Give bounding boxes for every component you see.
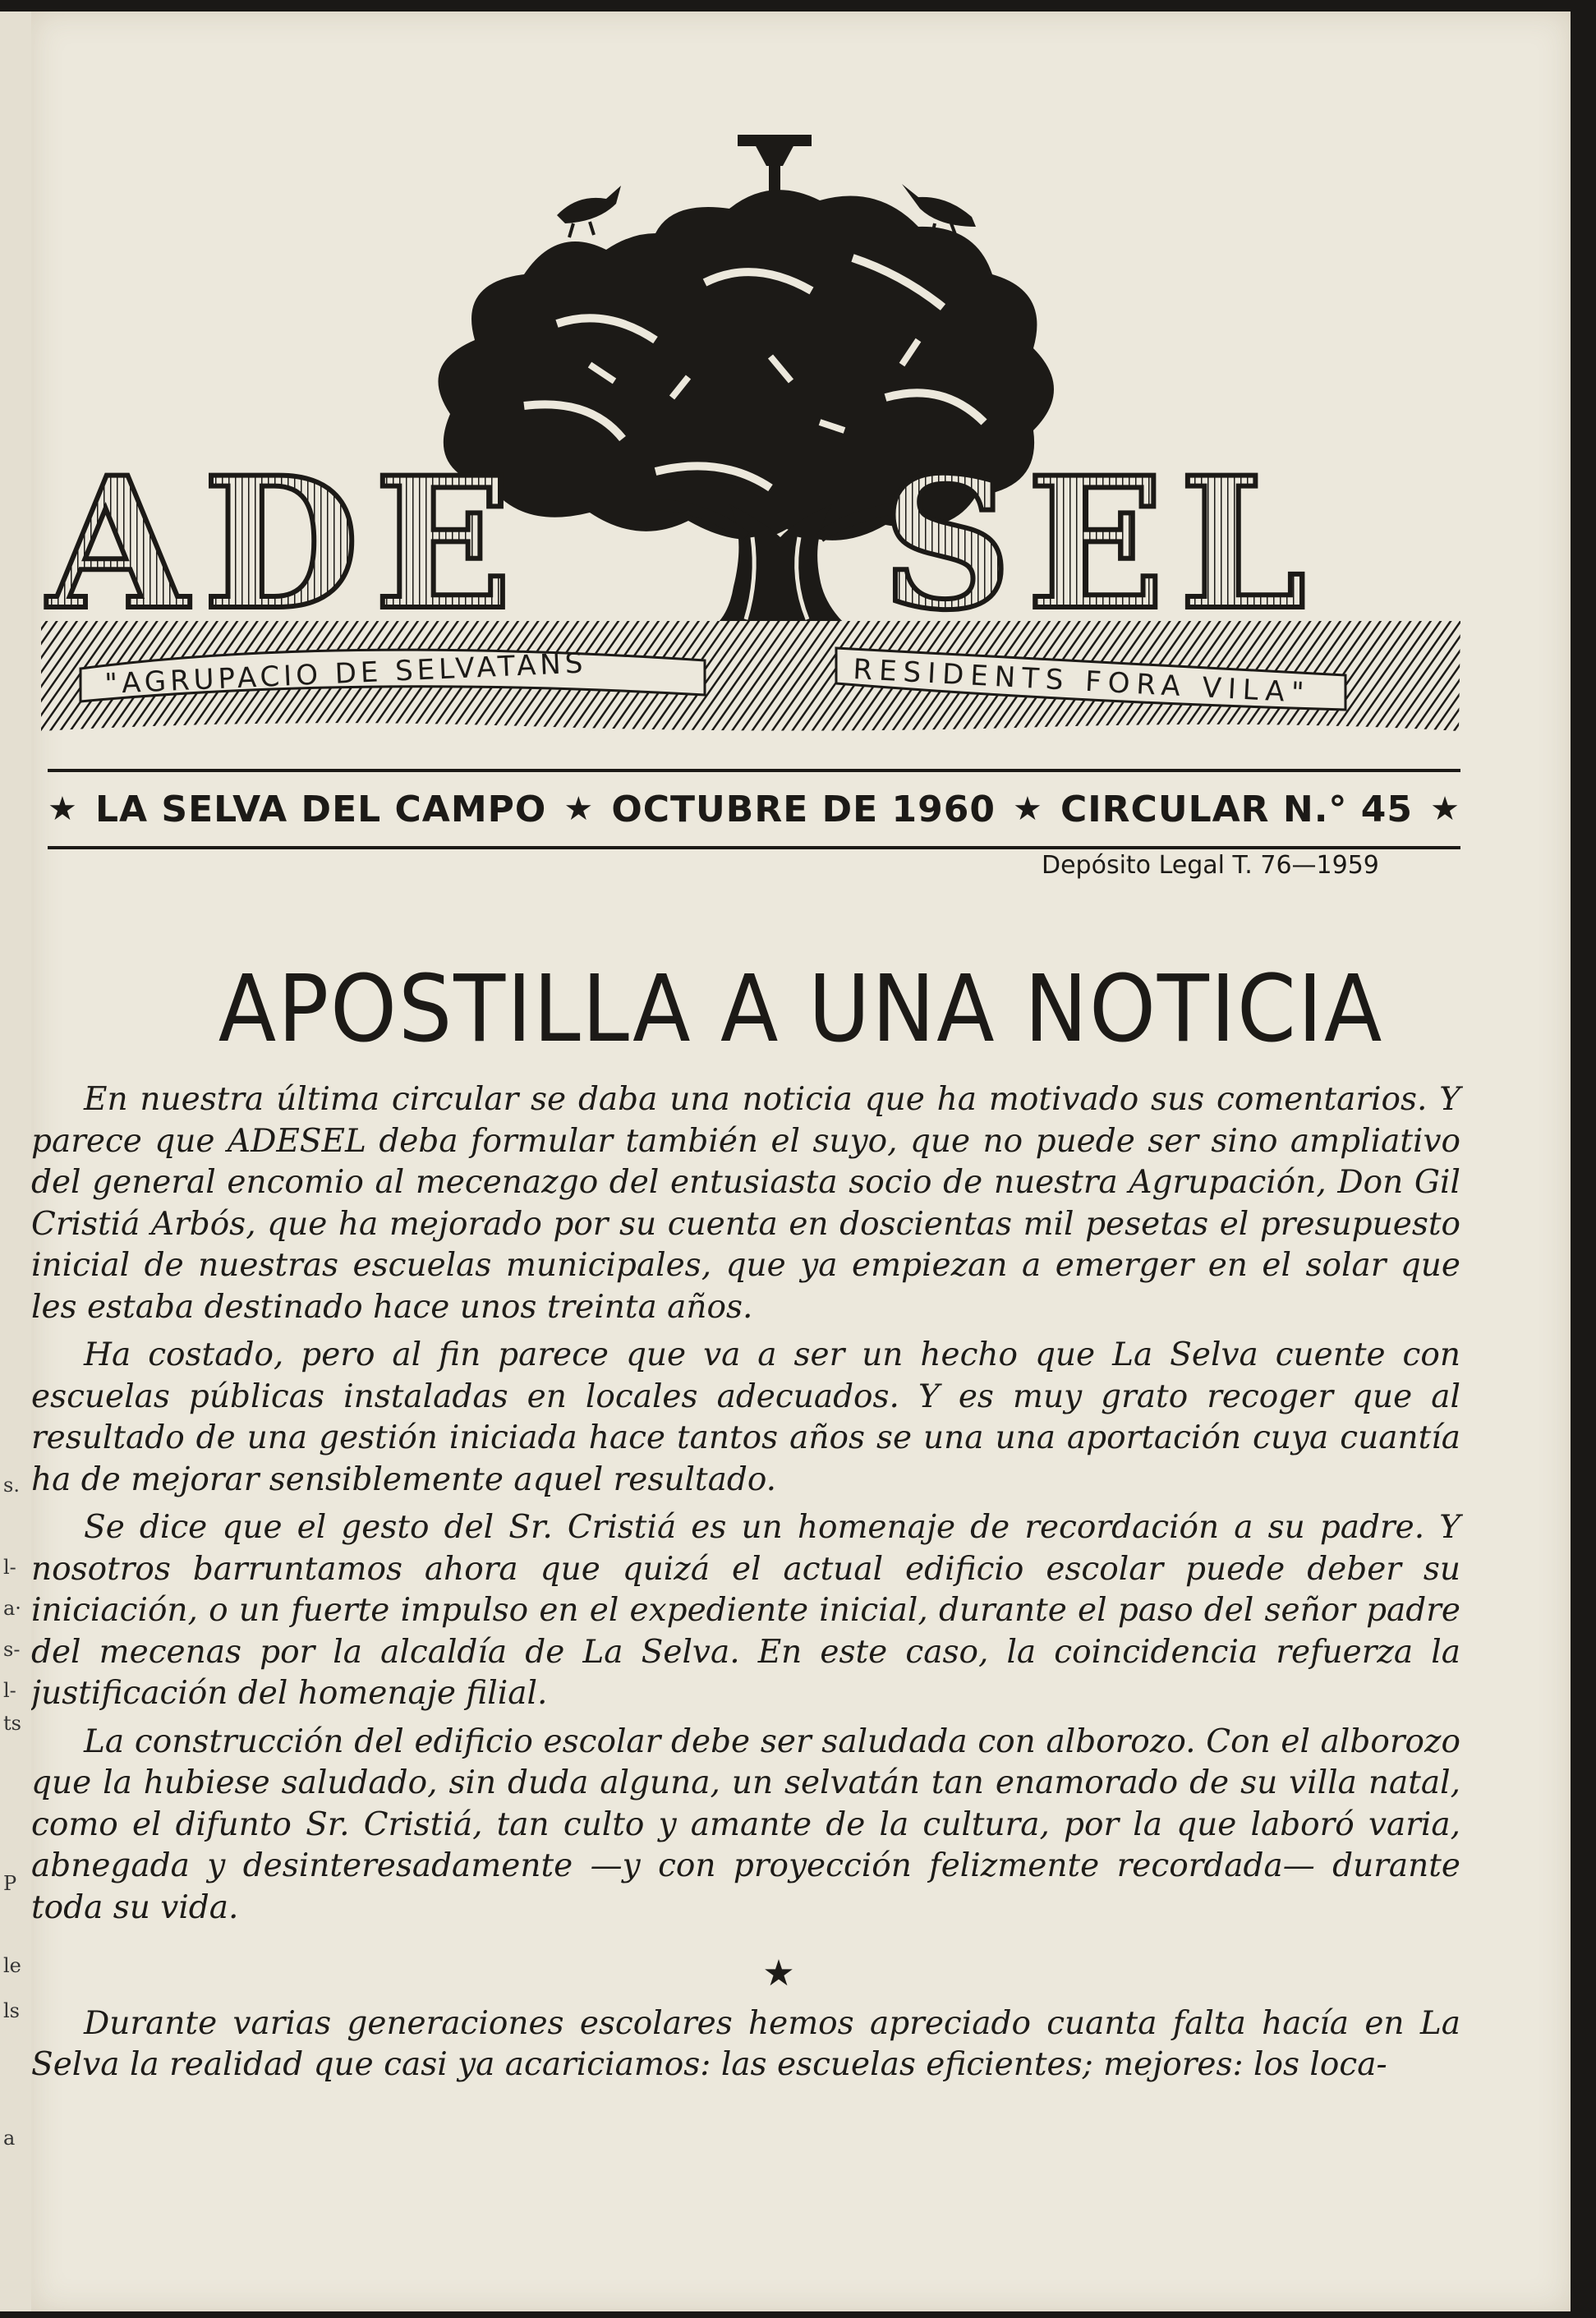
circular-number: CIRCULAR N.° 45 [1060,788,1413,830]
article-paragraph: En nuestra última circular se daba una noticia que ha motivado sus comentarios. Y parece que ADESEL deba formular también el suyo, que no puede ser sino ampliativo del general encomio al mecenazgo del entusiasta socio de nuestra Agrupación, Don Gil Cristiá Arbós, que ha mejorado por su cuenta en doscientas mil pesetas el presupuesto inicial de nuestras escuelas municipales, que ya empiezan a emerger en el solar que les estaba destinado hace unos treinta años. [31,1081,1460,1326]
margin-fragment: s- [3,1638,21,1661]
star-icon: ★ [1430,790,1460,828]
adesel-logo [31,11,1571,751]
section-divider-star: ★ [762,1952,795,1994]
date-label: OCTUBRE DE 1960 [611,788,996,830]
article-paragraph: La construcción del edificio escolar debe ser saludada con alborozo. Con el alborozo que la hubiese saludado, sin duda alguna, un selvatán tan enamorado de su villa natal, como el difunto Sr. Cristiá, tan culto y amante de la cultura, por la que laboró varia, abnegada y desinteresadamente —y con proyección felizmente recordada— durante toda su vida. [31,1722,1460,1926]
star-icon: ★ [563,790,595,828]
margin-fragment: l- [3,1556,16,1579]
margin-fragment: le [3,1954,21,1977]
article-body [31,1079,1460,2093]
issue-info-bar [48,769,1460,849]
article-paragraph: Se dice que el gesto del Sr. Cristiá es un homenaje de recordación a su padre. Y nosotros barruntamos ahora que quizá el actual edificio escolar puede deber su iniciación, o un fuerte impulso en el expediente inicial, durante el paso del señor padre del mecenas por la alcaldía de La Selva. En este caso, la coincidencia refuerza la justificación del homenaje filial. [31,1509,1460,1712]
logo-sel: SEL [881,437,1322,650]
margin-fragment: s. [3,1474,20,1497]
star-icon: ★ [48,790,78,828]
masthead [31,11,1571,751]
bird-icon [557,186,621,237]
margin-fragment: ts [3,1712,21,1735]
newsletter-page [31,11,1571,2311]
article-paragraph: Durante varias generaciones escolares hemos apreciado cuanta falta hacía en La Selva la realidad que casi ya acariciamos: las escuelas eficientes; mejores: los loca- [31,2004,1460,2083]
margin-fragment: P [3,1872,17,1895]
banner-left-text: "AGRUPACIO DE SELVATANS [103,646,588,701]
margin-fragment: a· [3,1597,21,1620]
banner-right-text: RESIDENTS FORA VILA" [852,653,1312,711]
logo-ade: ADE [48,437,527,650]
crown-icon [738,135,812,197]
article-title: APOSTILLA A UNA NOTICIA [218,956,1384,1063]
star-icon: ★ [1013,790,1043,828]
margin-fragment: ls [3,1999,20,2022]
legal-deposit: Depósito Legal T. 76—1959 [1042,851,1379,880]
margin-fragment: a [3,2127,16,2150]
place-label: LA SELVA DEL CAMPO [94,788,547,830]
article-paragraph: Ha costado, pero al fin parece que va a ser un hecho que La Selva cuente con escuelas públicas instaladas en locales adecuados. Y es muy grato recoger que al resultado de una gestión iniciada hace tantos años se una una aportación cuya cuantía ha de mejorar sensiblemente aquel resultado. [31,1336,1460,1498]
adjacent-page-strip [0,11,31,2311]
margin-fragment: l- [3,1679,16,1702]
